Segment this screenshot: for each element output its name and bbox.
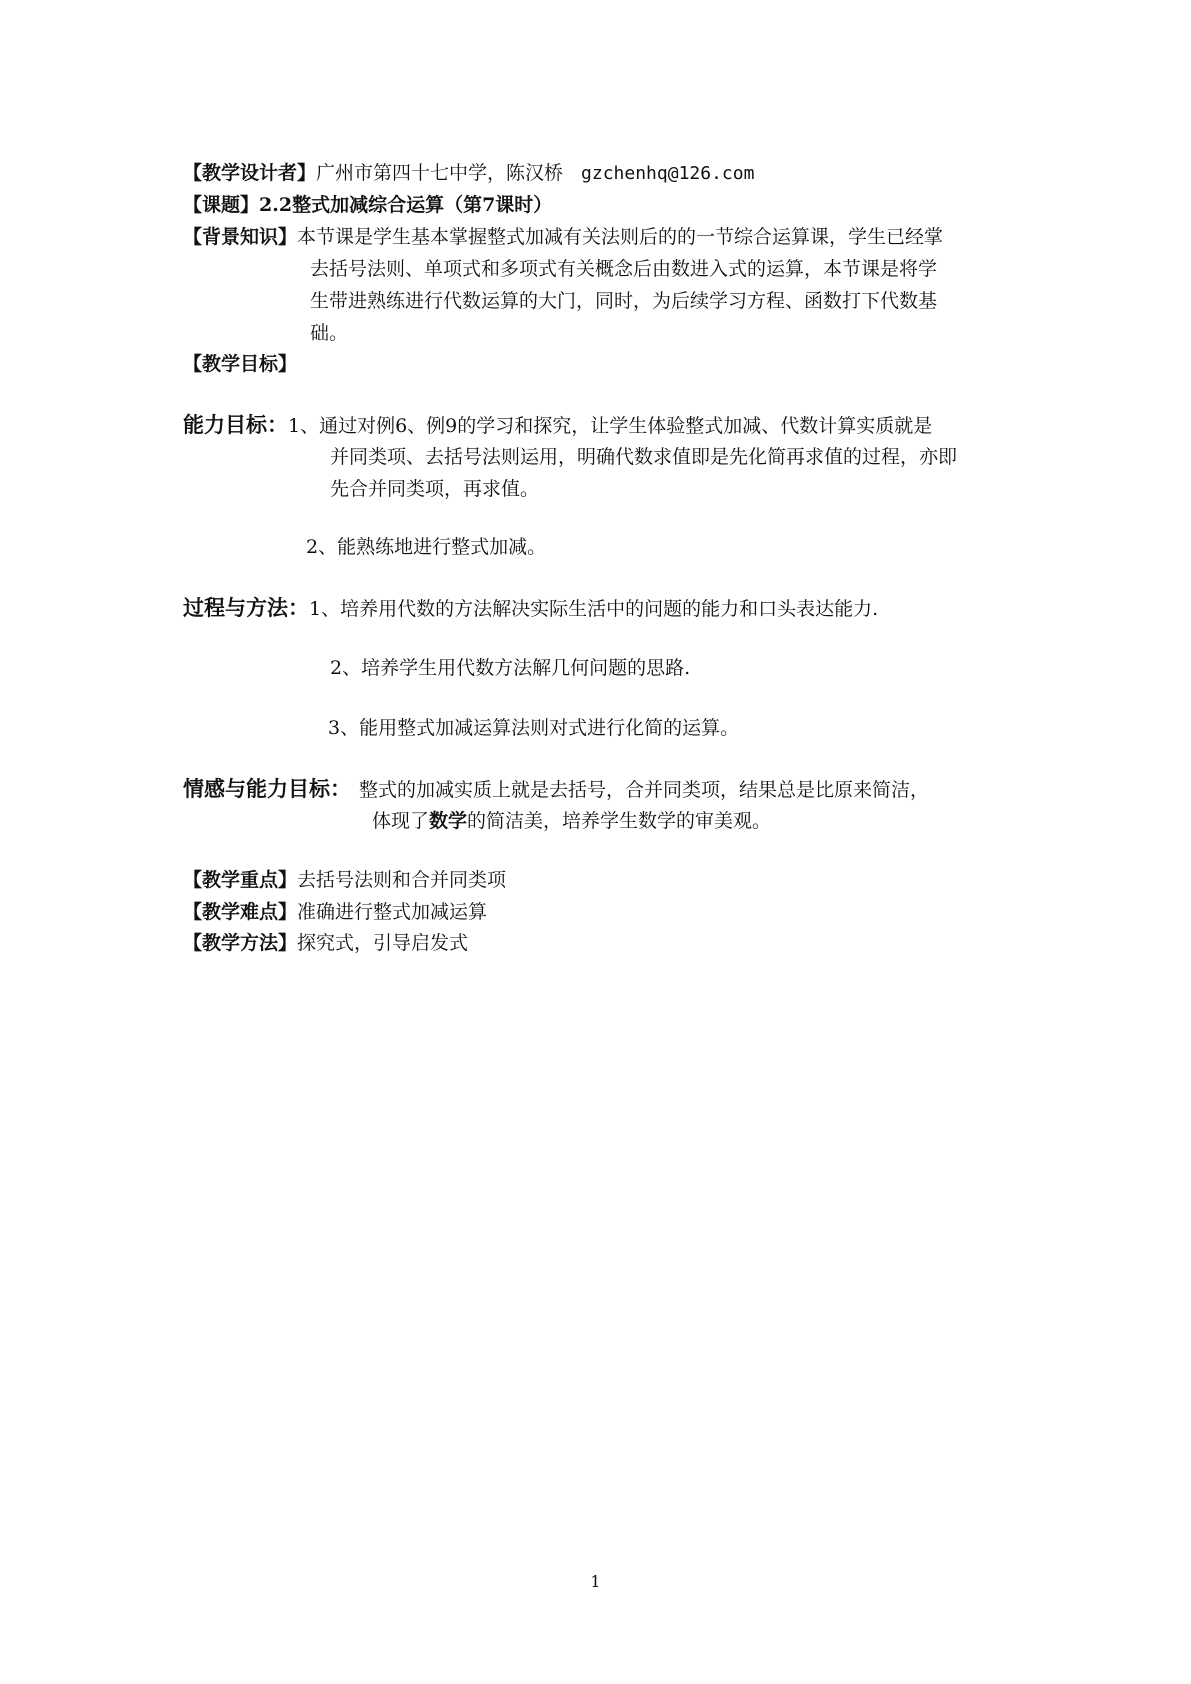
- process-item2-text: 2、培养学生用代数方法解几何问题的思路.: [330, 657, 691, 679]
- emotion-text-2-bold: 数学: [429, 810, 468, 832]
- difficulties-line: [183, 899, 487, 925]
- objectives-label: 【教学目标】: [183, 353, 298, 375]
- process-line-1: [183, 595, 878, 622]
- key-points-text: 去括号法则和合并同类项: [297, 869, 507, 891]
- difficulties-text: 准确进行整式加减运算: [297, 901, 488, 923]
- methods-line: [183, 930, 468, 956]
- ability-item1-text-2: 并同类项、去括号法则运用，明确代数求值即是先化简再求值的过程，亦即: [330, 446, 958, 468]
- ability-heading: 能力目标：: [183, 413, 288, 437]
- difficulties-label: 【教学难点】: [183, 901, 298, 923]
- page-number: 1: [590, 1572, 601, 1591]
- ability-item2-text: 2、能熟练地进行整式加减。: [306, 536, 547, 558]
- designer-label: 【教学设计者】: [183, 162, 317, 184]
- emotion-text-1: 整式的加减实质上就是去括号，合并同类项，结果总是比原来简洁，: [359, 779, 930, 801]
- background-text-2: 去括号法则、单项式和多项式有关概念后由数进入式的运算，本节课是将学: [310, 258, 938, 280]
- ability-item1-text-3: 先合并同类项，再求值。: [330, 478, 540, 500]
- background-text-3: 生带进熟练进行代数运算的大门，同时，为后续学习方程、函数打下代数基: [310, 290, 938, 312]
- designer-line: [183, 160, 754, 187]
- emotion-line-1: [183, 776, 929, 803]
- topic-line: [183, 192, 552, 218]
- topic-label: 【课题】: [183, 194, 260, 216]
- process-item3-text: 3、能用整式加减运算法则对式进行化简的运算。: [328, 717, 740, 739]
- methods-text: 探究式，引导启发式: [297, 932, 469, 954]
- topic-text: 2.2整式加减综合运算（第7课时）: [259, 194, 553, 216]
- ability-item1-text-1: 1、通过对例6、例9的学习和探究，让学生体验整式加减、代数计算实质就是: [288, 415, 933, 437]
- ability-line-1: [183, 412, 932, 439]
- background-line-1: [183, 224, 943, 250]
- designer-text: 广州市第四十七中学，陈汉桥: [316, 162, 564, 184]
- background-label: 【背景知识】: [183, 226, 298, 248]
- emotion-line-2: [372, 808, 771, 834]
- emotion-text-2-pre: 体现了: [372, 810, 430, 832]
- key-points-line: [183, 867, 506, 893]
- key-points-label: 【教学重点】: [183, 869, 298, 891]
- background-text-4: 础。: [310, 322, 349, 344]
- emotion-text-2-post: 的简洁美，培养学生数学的审美观。: [467, 810, 772, 832]
- objectives-line: [183, 351, 297, 377]
- process-heading: 过程与方法：: [183, 596, 309, 620]
- background-text-1: 本节课是学生基本掌握整式加减有关法则后的的一节综合运算课，学生已经掌: [297, 226, 944, 248]
- process-item1-text: 1、培养用代数的方法解决实际生活中的问题的能力和口头表达能力.: [309, 598, 879, 620]
- designer-email: gzchenhq@126.com: [581, 163, 755, 184]
- methods-label: 【教学方法】: [183, 932, 298, 954]
- emotion-heading: 情感与能力目标：: [183, 777, 351, 801]
